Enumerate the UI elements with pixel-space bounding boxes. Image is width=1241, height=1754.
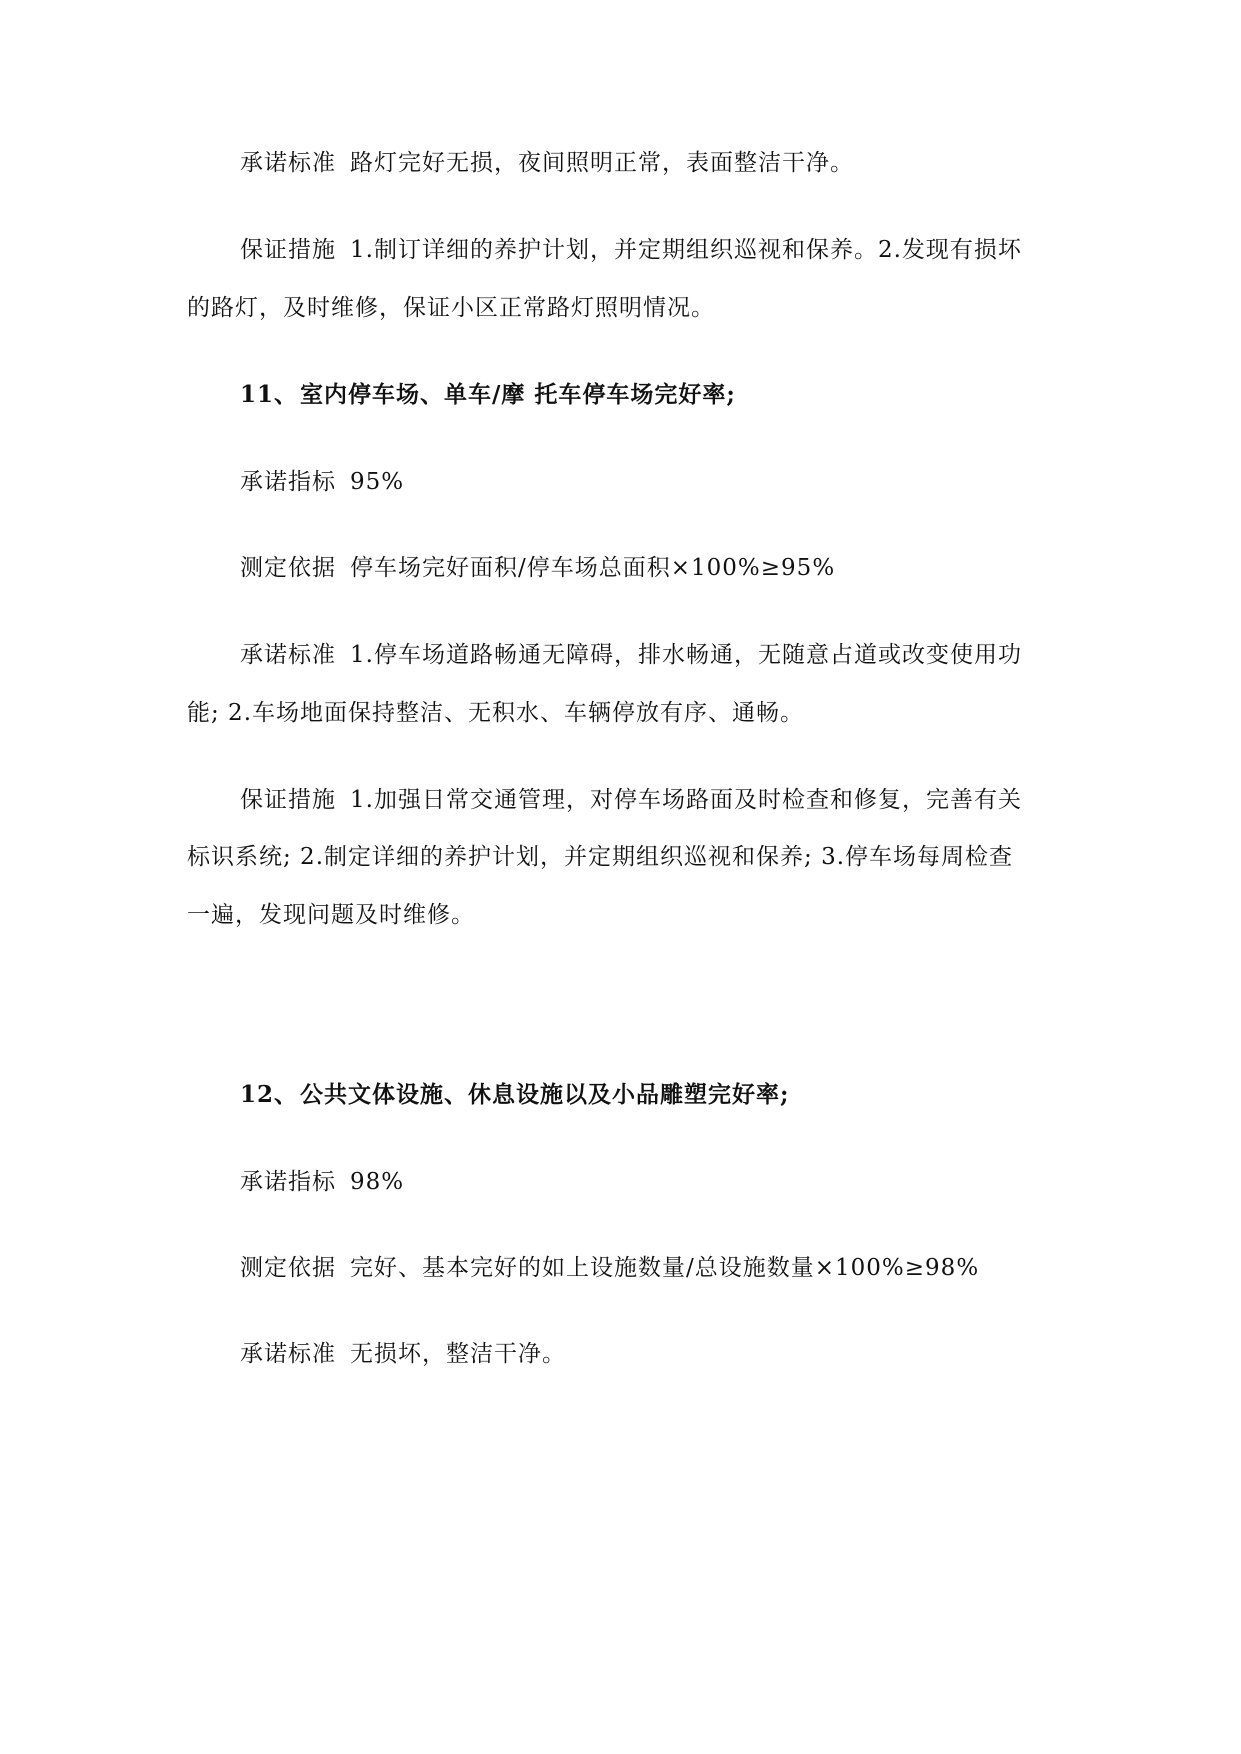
parking-measures-line-1 xyxy=(240,785,1022,815)
section-11-heading xyxy=(240,380,736,410)
parking-measures-text-1: 1.加强日常交通管理，对停车场路面及时检查和修复，完善有关 xyxy=(350,787,1022,813)
facilities-standard-line xyxy=(240,1339,566,1369)
facilities-standard-text: 无损坏，整洁干净。 xyxy=(350,1341,566,1367)
streetlight-measures-text-2: 的路灯，及时维修，保证小区正常路灯照明情况。 xyxy=(187,295,715,321)
facilities-target-line xyxy=(240,1167,404,1197)
parking-standard-text-1: 1.停车场道路畅通无障碍，排水畅通，无随意占道或改变使用功 xyxy=(350,642,1022,668)
parking-standard-line-2 xyxy=(187,698,804,728)
facilities-target-value: 98% xyxy=(350,1169,405,1195)
facilities-target-label: 承诺指标 xyxy=(240,1169,336,1195)
streetlight-measures-line-1 xyxy=(240,235,1022,265)
parking-basis-label: 测定依据 xyxy=(240,555,336,581)
streetlight-standard-label: 承诺标准 xyxy=(240,150,336,176)
facilities-basis-text: 完好、基本完好的如上设施数量/总设施数量×100%≥98% xyxy=(350,1255,980,1281)
parking-measures-text-2: 标识系统; 2.制定详细的养护计划，并定期组织巡视和保养; 3.停车场每周检查 xyxy=(187,844,1014,870)
streetlight-measures-label: 保证措施 xyxy=(240,237,336,263)
facilities-basis-line xyxy=(240,1253,979,1283)
facilities-standard-label: 承诺标准 xyxy=(240,1341,336,1367)
parking-measures-line-3 xyxy=(187,900,475,930)
streetlight-measures-line-2 xyxy=(187,293,715,323)
section-11-number: 11、 xyxy=(240,381,299,408)
parking-standard-line-1 xyxy=(240,640,1022,670)
parking-standard-text-2: 能; 2.车场地面保持整洁、无积水、车辆停放有序、通畅。 xyxy=(187,700,805,726)
section-12-number: 12、 xyxy=(240,1081,299,1108)
parking-target-value: 95% xyxy=(350,469,405,495)
facilities-basis-label: 测定依据 xyxy=(240,1255,336,1281)
parking-measures-label: 保证措施 xyxy=(240,787,336,813)
streetlight-standard-line xyxy=(240,148,854,178)
section-12-title: 公共文体设施、休息设施以及小品雕塑完好率; xyxy=(300,1081,790,1108)
parking-measures-line-2 xyxy=(187,842,1013,872)
parking-basis-line xyxy=(240,553,835,583)
parking-target-label: 承诺指标 xyxy=(240,469,336,495)
parking-basis-text: 停车场完好面积/停车场总面积×100%≥95% xyxy=(350,555,836,581)
parking-measures-text-3: 一遍，发现问题及时维修。 xyxy=(187,902,475,928)
parking-target-line xyxy=(240,467,404,497)
parking-standard-label: 承诺标准 xyxy=(240,642,336,668)
section-12-heading xyxy=(240,1080,790,1110)
streetlight-standard-text: 路灯完好无损，夜间照明正常，表面整洁干净。 xyxy=(350,150,854,176)
section-11-title: 室内停车场、单车/摩 托车停车场完好率; xyxy=(300,381,736,408)
streetlight-measures-text-1: 1.制订详细的养护计划，并定期组织巡视和保养。2.发现有损坏 xyxy=(350,237,1022,263)
